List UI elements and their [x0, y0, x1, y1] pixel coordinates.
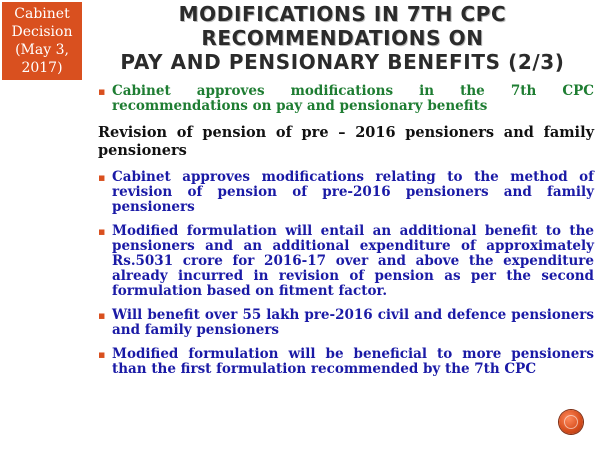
title-line-2: RECOMMENDATIONS ON	[201, 26, 484, 50]
bullet-icon: ▪	[98, 309, 106, 322]
next-slide-button[interactable]	[559, 410, 583, 434]
badge-line-3: (May 3,	[15, 42, 69, 58]
badge-line-4: 2017)	[21, 60, 63, 76]
title-line-1: MODIFICATIONS IN 7TH CPC	[178, 2, 507, 26]
circle-icon	[564, 415, 578, 429]
bullet-icon: ▪	[98, 171, 106, 184]
bullet-icon: ▪	[98, 225, 106, 238]
section-subheading: Revision of pension of pre – 2016 pensioners and family pensioners	[98, 124, 594, 159]
bullet-item	[98, 308, 594, 338]
bullet-text: Will benefit over 55 lakh pre-2016 civil and defence pensioners and family pensioners	[112, 307, 594, 338]
bullet-item	[98, 224, 594, 299]
bullet-item	[98, 170, 594, 215]
title-line-3: PAY AND PENSIONARY BENEFITS (2/3)	[120, 50, 565, 74]
bullet-item	[98, 347, 594, 377]
bullet-icon: ▪	[98, 348, 106, 361]
slide-content	[98, 84, 594, 386]
cabinet-decision-badge	[2, 2, 82, 80]
bullet-icon: ▪	[98, 85, 106, 98]
intro-bullet-item	[98, 84, 594, 114]
bullet-text: Modified formulation will be beneficial to more pensioners than the first formulation recommended by the 7th CPC	[112, 346, 594, 377]
badge-line-1: Cabinet	[14, 6, 70, 22]
bullet-text: Modified formulation will entail an additional benefit to the pensioners and an additional expenditure of approximately Rs.5031 crore for 2016-17 over and above the expenditure already incurred in revision of pension as per the second formulation based on fitment factor.	[112, 223, 594, 299]
badge-line-2: Decision	[11, 24, 73, 40]
slide-title	[90, 2, 595, 74]
intro-bullet-text: Cabinet approves modifications in the 7th CPC recommendations on pay and pensionary benefits	[112, 83, 594, 114]
bullet-text: Cabinet approves modifications relating to the method of revision of pension of pre-2016 pensioners and family pensioners	[112, 169, 594, 215]
